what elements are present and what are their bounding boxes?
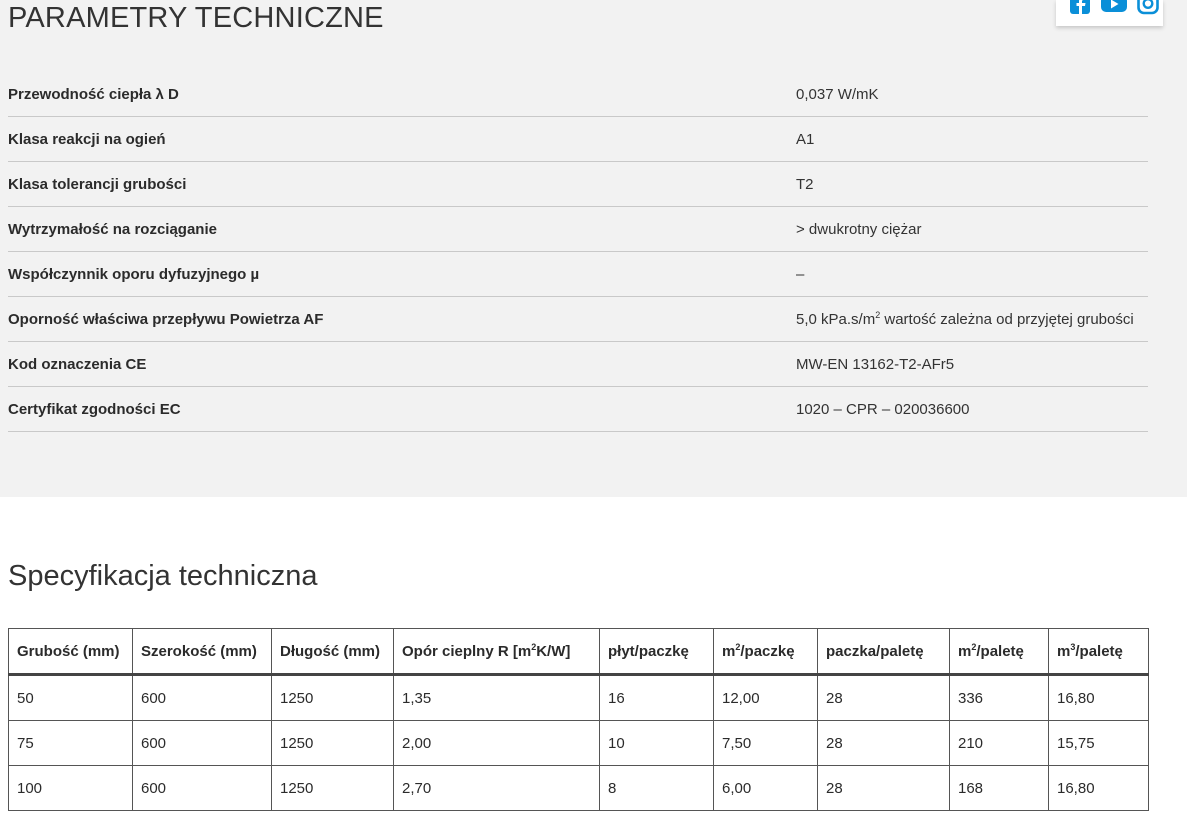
table-row [8,72,1148,117]
youtube-icon[interactable] [1100,0,1128,16]
table-cell: 210 [950,721,1049,766]
param-value [796,297,1148,342]
table-cell: 1250 [272,721,394,766]
table-cell: 1250 [272,766,394,811]
table-cell: 336 [950,675,1049,721]
column-header-packs-per-pallet: paczka/paletę [818,629,950,675]
table-cell: 1250 [272,675,394,721]
param-label: Klasa tolerancji grubości [8,162,796,207]
table-header-row [9,629,1149,675]
param-value: – [796,252,1148,297]
table-cell: 6,00 [714,766,818,811]
column-header-m2-per-pack: $m^2$/paczkę [714,629,818,675]
table-cell: 2,70 [394,766,600,811]
table-row [8,387,1148,432]
column-header-m3-per-pallet: $m^3$/paletę [1049,629,1149,675]
param-label: Kod oznaczenia CE [8,342,796,387]
table-cell: 600 [133,675,272,721]
table-cell: 28 [818,721,950,766]
table-row [9,766,1149,811]
table-cell: 2,00 [394,721,600,766]
table-cell: 600 [133,766,272,811]
facebook-icon[interactable] [1068,0,1092,16]
table-cell: 600 [133,721,272,766]
table-cell: 50 [9,675,133,721]
param-label: Certyfikat zgodności EC [8,387,796,432]
table-cell: 168 [950,766,1049,811]
table-cell: 16,80 [1049,675,1149,721]
param-value: > dwukrotny ciężar [796,207,1148,252]
spec-table [8,628,1149,811]
params-title: PARAMETRY TECHNICZNE [8,2,384,34]
table-cell: 16,80 [1049,766,1149,811]
table-cell: 28 [818,675,950,721]
table-cell: 15,75 [1049,721,1149,766]
param-value: MW-EN 13162-T2-AFr5 [796,342,1148,387]
instagram-icon[interactable] [1136,0,1160,16]
param-value-exponent: 2 [875,309,881,320]
column-header-thermal-resistance: Opór cieplny R $[m^2K/W]$ [394,629,600,675]
param-value: 1020 – CPR – 020036600 [796,387,1148,432]
table-cell: 16 [600,675,714,721]
table-cell: 75 [9,721,133,766]
param-label: Wytrzymałość na rozciąganie [8,207,796,252]
column-header-length: Długość (mm) [272,629,394,675]
spec-title: Specyfikacja techniczna [8,560,318,592]
table-row [8,252,1148,297]
column-header-m2-per-pallet: $m^2$/paletę [950,629,1049,675]
param-value-note: wartość zależna od przyjętej grubości [880,310,1134,328]
table-cell: 12,00 [714,675,818,721]
table-row [8,207,1148,252]
param-value-main: 5,0 kPa.s/m [796,310,876,328]
table-cell: 10 [600,721,714,766]
column-header-width: Szerokość (mm) [133,629,272,675]
params-table [8,72,1148,432]
table-cell: 1,35 [394,675,600,721]
table-cell: 100 [9,766,133,811]
social-links [1056,0,1163,26]
column-header-thickness: Grubość (mm) [9,629,133,675]
param-label: Przewodność ciepła λ D [8,72,796,117]
param-label: Współczynnik oporu dyfuzyjnego µ [8,252,796,297]
table-row [8,117,1148,162]
column-header-boards-per-pack: płyt/paczkę [600,629,714,675]
param-label: Klasa reakcji na ogień [8,117,796,162]
param-label: Oporność właściwa przepływu Powietrza AF [8,297,796,342]
table-row [9,721,1149,766]
param-value: 0,037 W/mK [796,72,1148,117]
param-value: T2 [796,162,1148,207]
table-cell: 28 [818,766,950,811]
table-row [8,162,1148,207]
param-value: A1 [796,117,1148,162]
table-row [8,297,1148,342]
table-row [9,675,1149,721]
table-cell: 8 [600,766,714,811]
table-row [8,342,1148,387]
table-cell: 7,50 [714,721,818,766]
